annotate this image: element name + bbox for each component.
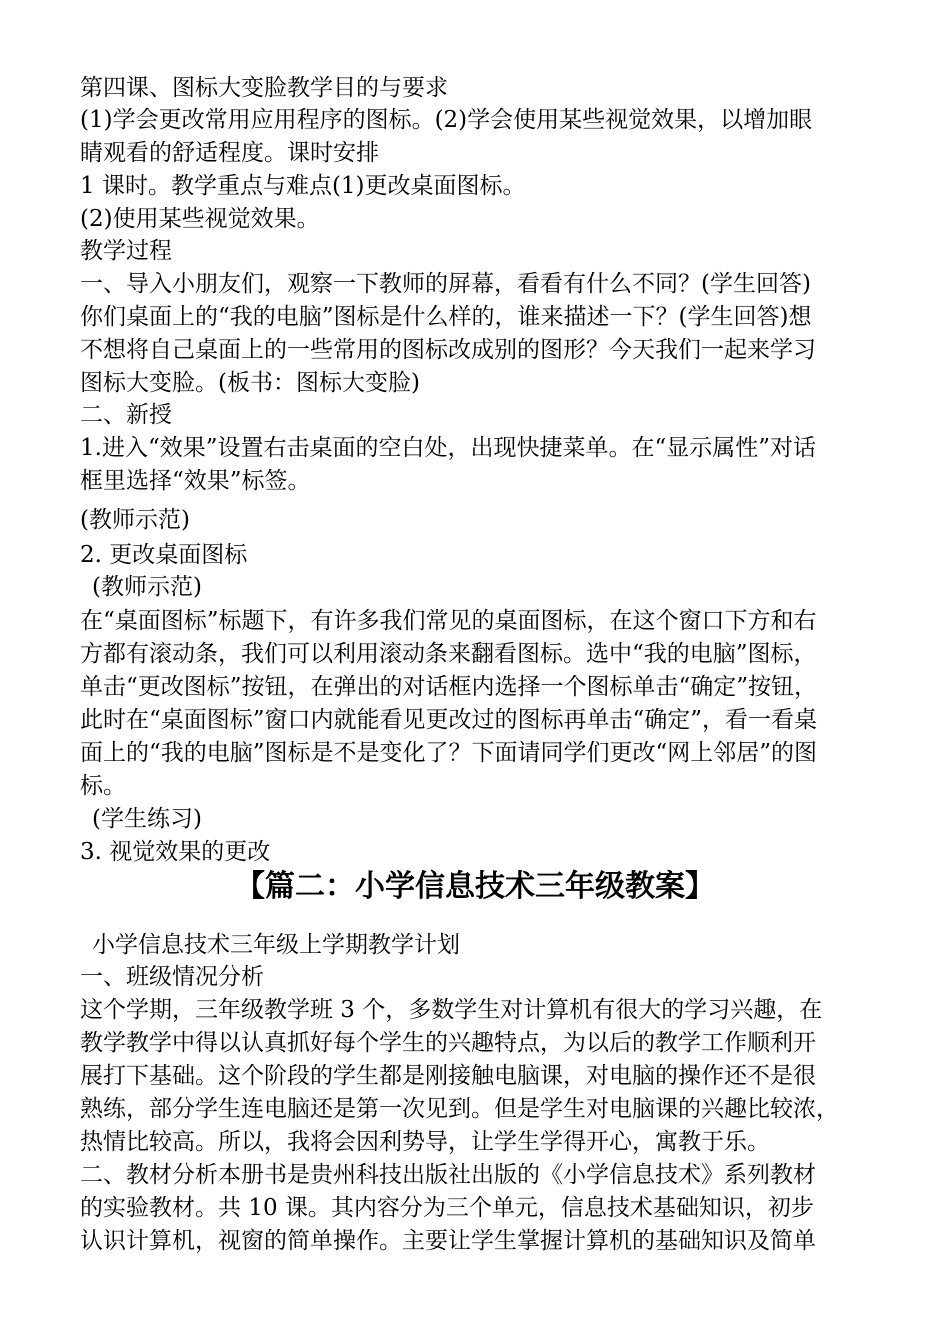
text-line: (学生练习) <box>92 806 202 832</box>
text-line: (1)学会更改常用应用程序的图标。(2)学会使用某些视觉效果，以增加眼 <box>80 107 813 133</box>
text-line: 在“桌面图标”标题下，有许多我们常见的桌面图标，在这个窗口下方和右 <box>80 608 817 634</box>
text-line: 你们桌面上的“我的电脑”图标是什么样的，谁来描述一下？(学生回答)想 <box>80 304 812 330</box>
text-line: 1.进入“效果”设置右击桌面的空白处，出现快捷菜单。在“显示属性”对话 <box>80 435 816 461</box>
text-line: 不想将自己桌面上的一些常用的图标改成别的图形？今天我们一起来学习 <box>80 337 816 363</box>
text-line: 1 课时。教学重点与难点(1)更改桌面图标。 <box>80 173 526 199</box>
text-line: 睛观看的舒适程度。课时安排 <box>80 140 379 166</box>
text-line: 的实验教材。共 10 课。其内容分为三个单元，信息技术基础知识，初步 <box>80 1195 814 1221</box>
text-line: 一、导入小朋友们，观察一下教师的屏幕，看看有什么不同？(学生回答) <box>80 271 811 297</box>
text-line: 热情比较高。所以，我将会因利势导，让学生学得开心，寓教于乐。 <box>80 1129 770 1155</box>
text-line: 展打下基础。这个阶段的学生都是刚接触电脑课，对电脑的操作还不是很 <box>80 1063 816 1089</box>
text-line: 二、新授 <box>80 402 172 428</box>
text-line: 认识计算机，视窗的简单操作。主要让学生掌握计算机的基础知识及简单 <box>80 1228 816 1254</box>
text-line: 2. 更改桌面图标 <box>80 542 248 568</box>
text-line: 熟练，部分学生连电脑还是第一次见到。但是学生对电脑课的兴趣比较浓， <box>80 1096 839 1122</box>
text-line: 第四课、图标大变脸教学目的与要求 <box>80 75 448 101</box>
text-line: 3. 视觉效果的更改 <box>80 839 271 865</box>
text-line: 这个学期，三年级教学班 3 个，多数学生对计算机有很大的学习兴趣，在 <box>80 997 823 1023</box>
section-heading: 【篇二：小学信息技术三年级教案】 <box>235 869 715 904</box>
text-line: 方都有滚动条，我们可以利用滚动条来翻看图标。选中“我的电脑”图标， <box>80 641 817 667</box>
text-line: 小学信息技术三年级上学期教学计划 <box>92 932 460 958</box>
text-line: 面上的“我的电脑”图标是不是变化了？下面请同学们更改“网上邻居”的图 <box>80 740 818 766</box>
text-line: 教学过程 <box>80 238 172 264</box>
text-line: 图标大变脸。(板书：图标大变脸) <box>80 370 420 396</box>
text-line: 标。 <box>80 773 126 799</box>
text-line: (2)使用某些视觉效果。 <box>80 206 320 232</box>
text-line: 此时在“桌面图标”窗口内就能看见更改过的图标再单击“确定”，看一看桌 <box>80 707 818 733</box>
text-line: (教师示范) <box>92 574 202 600</box>
text-line: 教学教学中得以认真抓好每个学生的兴趣特点，为以后的教学工作顺利开 <box>80 1030 816 1056</box>
text-line: 单击“更改图标”按钮，在弹出的对话框内选择一个图标单击“确定”按钮， <box>80 674 818 700</box>
text-line: (教师示范) <box>80 507 190 533</box>
text-line: 一、班级情况分析 <box>80 964 264 990</box>
text-line: 二、教材分析本册书是贵州科技出版社出版的《小学信息技术》系列教材 <box>80 1162 816 1188</box>
text-line: 框里选择“效果”标签。 <box>80 468 311 494</box>
